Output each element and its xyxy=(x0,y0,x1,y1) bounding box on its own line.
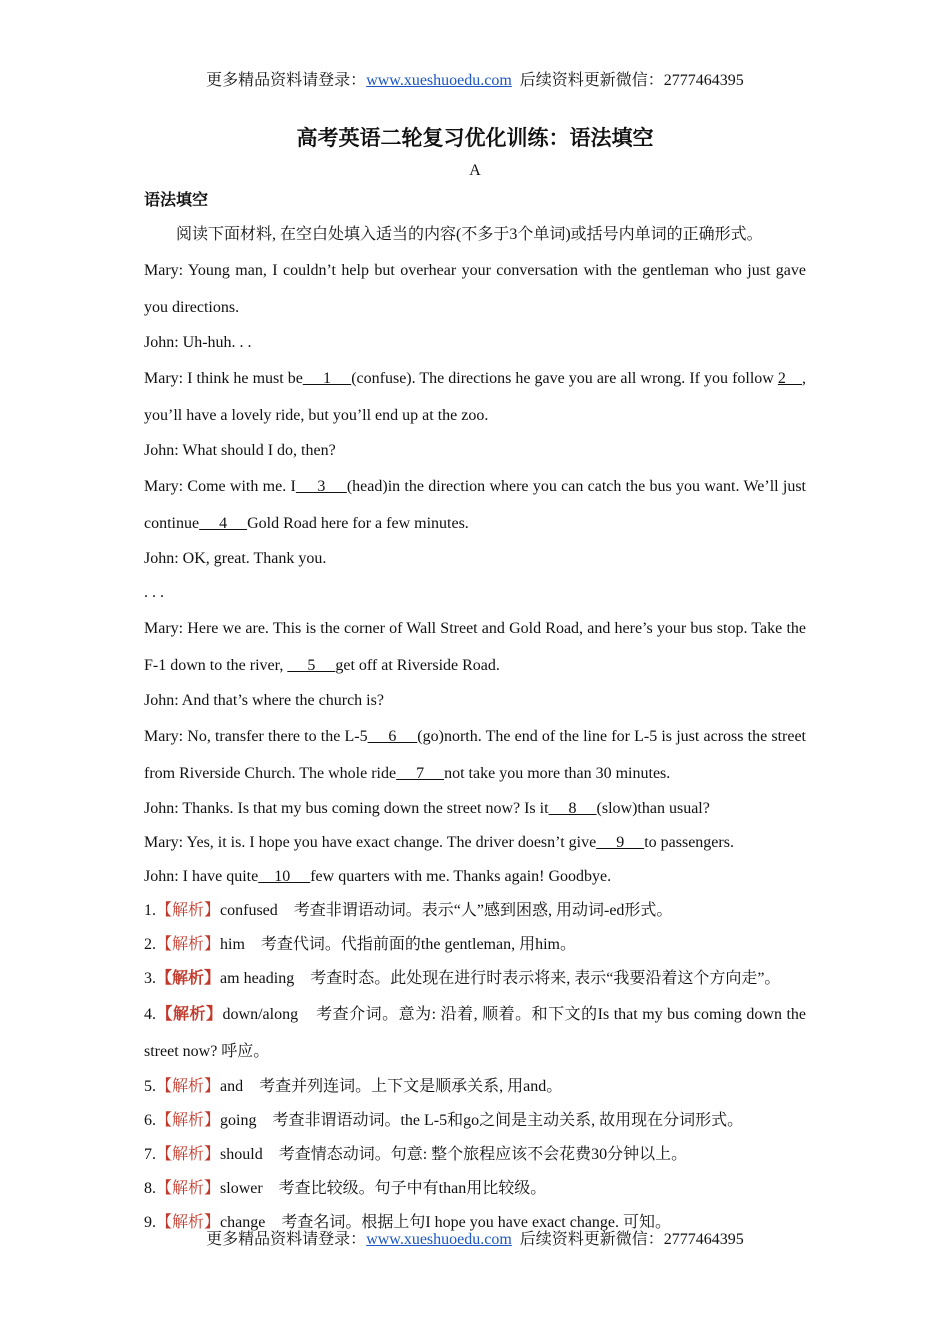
blank-5: 5 xyxy=(287,657,336,674)
line-text: (head)in the direction where you can catch the bus you want. We’ll just continue xyxy=(144,478,807,532)
line-text: few quarters with me. Thanks again! Goodbye. xyxy=(310,868,612,885)
line-text: , you’ll have a lovely ride, but you’ll end up at the zoo. xyxy=(144,370,807,424)
line-text: Mary: No, transfer there to the L-5 xyxy=(144,728,368,745)
answer-note: 考查非谓语动词。the L-5和go之间是主动关系, 故用现在分词形式。 xyxy=(272,1112,744,1129)
answer-text: down/along xyxy=(222,1006,299,1023)
answer-text: am heading xyxy=(220,970,295,987)
answer-number: 1. xyxy=(144,902,156,919)
answer-item xyxy=(144,962,806,996)
answer-number: 9. xyxy=(144,1214,156,1231)
answer-text: him xyxy=(220,936,245,953)
analysis-tag: 【解析】 xyxy=(156,1180,221,1197)
line-text: John: What should I do, then? xyxy=(144,442,336,459)
page-header xyxy=(0,67,950,90)
answer-item xyxy=(144,1172,806,1206)
line-text: Mary: Here we are. This is the corner of Wall Street and Gold Road, and here’s your bus stop. Take the F-1 down to the river, xyxy=(144,620,806,674)
dialogue-line xyxy=(144,542,806,576)
line-text: John: I have quite xyxy=(144,868,259,885)
answer-text: going xyxy=(220,1112,257,1129)
answer-item xyxy=(144,1070,806,1104)
footer-suffix: 后续资料更新微信：2777464395 xyxy=(511,1231,744,1248)
dialogue-line xyxy=(144,434,806,468)
analysis-tag: 【解析】 xyxy=(156,1214,221,1231)
dialogue-line xyxy=(144,826,806,860)
blank-9: 9 xyxy=(596,834,645,851)
line-text: John: Uh-huh. . . xyxy=(144,334,252,351)
line-text: . . . xyxy=(144,584,164,601)
line-text: (confuse). The directions he gave you are all wrong. If you follow xyxy=(351,370,778,387)
answer-number: 3. xyxy=(144,970,156,987)
dialogue-line xyxy=(144,576,806,610)
footer-link[interactable]: www.xueshuoedu.com xyxy=(366,1231,512,1248)
line-text: get off at Riverside Road. xyxy=(335,657,500,674)
answer-item xyxy=(144,1138,806,1172)
answer-item xyxy=(144,928,806,962)
answer-note: 考查并列连词。上下文是顺承关系, 用and。 xyxy=(259,1078,563,1095)
dialogue-line xyxy=(144,718,806,792)
document-title: 高考英语二轮复习优化训练：语法填空 xyxy=(296,126,654,150)
blank-10: 10 xyxy=(258,868,311,885)
header-link[interactable]: www.xueshuoedu.com xyxy=(366,72,512,89)
answer-text: change xyxy=(220,1214,266,1231)
dialogue-line xyxy=(144,860,806,894)
analysis-tag: 【解析】 xyxy=(156,1112,221,1129)
line-text: (slow)than usual? xyxy=(596,800,710,817)
header-suffix: 后续资料更新微信：2777464395 xyxy=(511,72,744,89)
line-text: Mary: Come with me. I xyxy=(144,478,296,495)
answer-text: confused xyxy=(220,902,278,919)
line-text: Gold Road here for a few minutes. xyxy=(247,515,469,532)
analysis-tag: 【解析】 xyxy=(156,1006,223,1023)
dialogue-line xyxy=(144,252,806,326)
line-text: Mary: Yes, it is. I hope you have exact change. The driver doesn’t give xyxy=(144,834,597,851)
answer-note: 考查非谓语动词。表示“人”感到困惑, 用动词-ed形式。 xyxy=(293,902,673,919)
answer-number: 2. xyxy=(144,936,156,953)
dialogue-line xyxy=(144,326,806,360)
footer-prefix: 更多精品资料请登录： xyxy=(206,1231,367,1248)
answer-note: 考查情态动词。句意: 整个旅程应该不会花费30分钟以上。 xyxy=(278,1146,688,1163)
document-body xyxy=(144,218,806,1240)
blank-8: 8 xyxy=(548,800,597,817)
blank-6: 6 xyxy=(367,728,418,745)
answer-item xyxy=(144,1104,806,1138)
instructions: 阅读下面材料, 在空白处填入适当的内容(不多于3个单词)或括号内单词的正确形式。 xyxy=(176,226,763,243)
blank-2: 2 xyxy=(777,370,803,387)
analysis-tag: 【解析】 xyxy=(156,902,221,919)
answer-item xyxy=(144,996,806,1070)
answer-text: and xyxy=(220,1078,244,1095)
answer-note: 考查介词。意为: 沿着, 顺着。和下文的Is that my bus coming down the street now? 呼应。 xyxy=(144,1006,806,1060)
section-letter: A xyxy=(469,162,481,179)
blank-1: 1 xyxy=(302,370,352,387)
answer-number: 5. xyxy=(144,1078,156,1095)
answer-text: slower xyxy=(220,1180,263,1197)
line-text: John: OK, great. Thank you. xyxy=(144,550,327,567)
answer-note: 考查名词。根据上句I hope you have exact change. 可知。 xyxy=(281,1214,672,1231)
page-footer xyxy=(0,1226,950,1249)
blank-4: 4 xyxy=(199,515,248,532)
answer-note: 考查比较级。句子中有than用比较级。 xyxy=(278,1180,547,1197)
line-text: Mary: I think he must be xyxy=(144,370,303,387)
line-text: to passengers. xyxy=(644,834,734,851)
dialogue-line xyxy=(144,610,806,684)
line-text: Mary: Young man, I couldn’t help but overhear your conversation with the gentleman who just gave you directions. xyxy=(144,262,806,316)
dialogue-line xyxy=(144,360,806,434)
analysis-tag: 【解析】 xyxy=(156,1078,221,1095)
answer-number: 7. xyxy=(144,1146,156,1163)
line-text: not take you more than 30 minutes. xyxy=(444,765,671,782)
blank-7: 7 xyxy=(396,765,445,782)
line-text: (go)north. The end of the line for L-5 is just across the street from Riverside Church. The whole ride xyxy=(144,728,807,782)
answer-note: 考查代词。代指前面的the gentleman, 用him。 xyxy=(260,936,576,953)
answer-number: 8. xyxy=(144,1180,156,1197)
analysis-tag: 【解析】 xyxy=(156,1146,221,1163)
answer-text: should xyxy=(220,1146,263,1163)
blank-3: 3 xyxy=(295,478,347,495)
dialogue-line xyxy=(144,792,806,826)
analysis-tag: 【解析】 xyxy=(156,936,221,953)
answer-number: 6. xyxy=(144,1112,156,1129)
analysis-tag: 【解析】 xyxy=(156,970,221,987)
section-label: 语法填空 xyxy=(144,192,209,209)
answer-note: 考查时态。此处现在进行时表示将来, 表示“我要沿着这个方向走”。 xyxy=(310,970,781,987)
dialogue-line xyxy=(144,684,806,718)
line-text: John: And that’s where the church is? xyxy=(144,692,384,709)
header-prefix: 更多精品资料请登录： xyxy=(206,72,367,89)
answer-item xyxy=(144,894,806,928)
line-text: John: Thanks. Is that my bus coming down the street now? Is it xyxy=(144,800,549,817)
dialogue-line xyxy=(144,468,806,542)
answer-number: 4. xyxy=(144,1006,156,1023)
